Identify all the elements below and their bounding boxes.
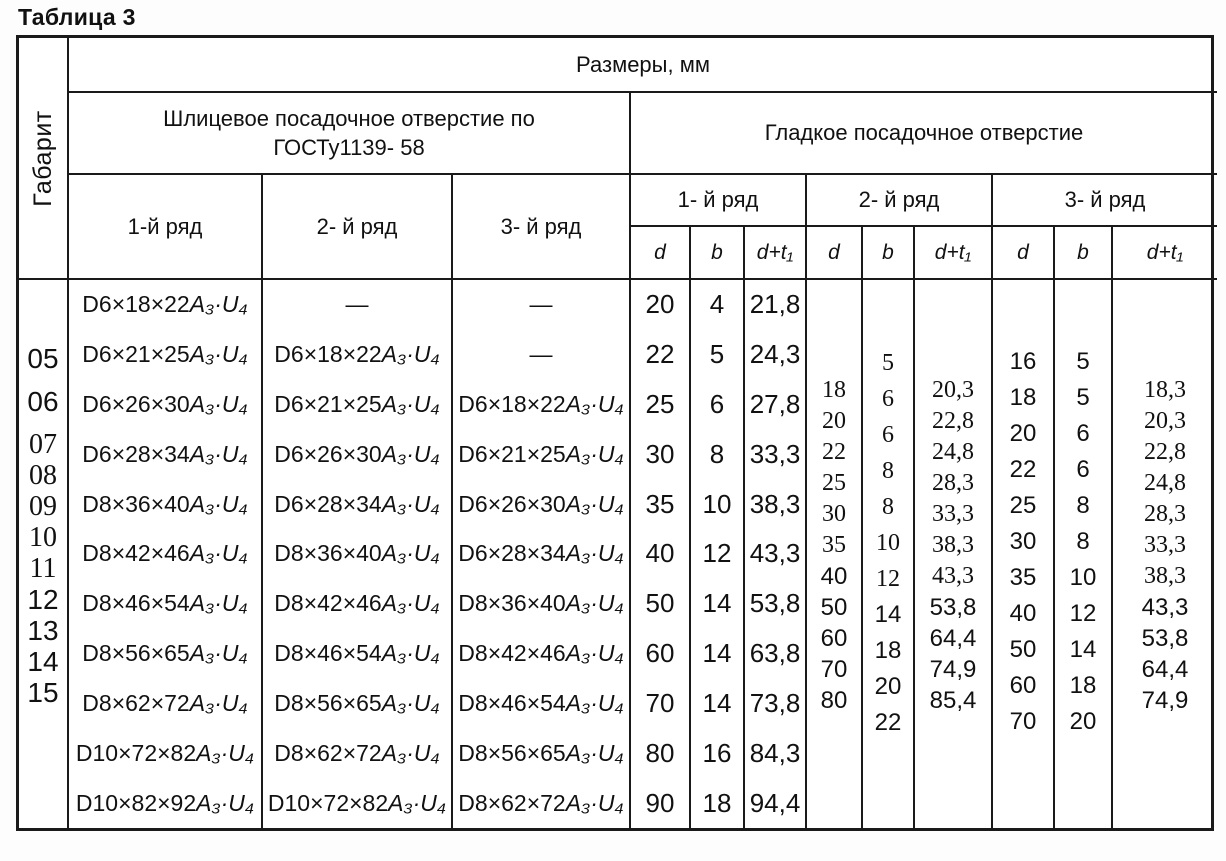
d-t1-value: 33,3 <box>749 438 801 469</box>
b-values-row1 <box>691 280 745 828</box>
subcol-header-dt1-row2: d+t₁ <box>915 227 993 280</box>
corner-header-gabarit <box>19 38 69 280</box>
b-value: 5 <box>1076 384 1090 411</box>
fit-class-suffix: A₃·U₄ <box>189 490 248 517</box>
d-t1-value: 74,9 <box>929 655 977 683</box>
fit-class-suffix: A₃·U₄ <box>381 341 440 368</box>
spline-designation: D6×28×34A₃·U₄ <box>274 490 440 517</box>
d-t1-value: 18,3 <box>1144 376 1186 403</box>
b-value: 6 <box>882 386 894 412</box>
b-value: 14 <box>702 687 732 718</box>
smooth-row-header-1: 1- й ряд <box>631 175 807 227</box>
fit-class-suffix: A₃·U₄ <box>381 689 440 716</box>
subcol-header-dt1-row3: d+t₁ <box>1113 227 1217 280</box>
spline-designation: D8×46×54A₃·U₄ <box>458 689 624 716</box>
b-value: 8 <box>882 494 894 520</box>
d-t1-value: 21,8 <box>749 289 801 320</box>
fit-class-suffix: A₃·U₄ <box>189 391 248 418</box>
b-value: 4 <box>709 289 725 320</box>
spline-designation: — <box>345 291 369 318</box>
d-t1-value: 64,4 <box>929 624 977 652</box>
b-value: 18 <box>874 637 902 664</box>
d-t1-value: 20,3 <box>1144 407 1186 434</box>
d-t1-value: 38,3 <box>1144 562 1186 589</box>
gabarit-value: 14 <box>27 645 59 677</box>
b-value: 20 <box>874 673 902 700</box>
d-value: 70 <box>1009 708 1037 735</box>
d-value: 40 <box>820 562 848 590</box>
spline-designation: D6×21×25A₃·U₄ <box>274 391 440 418</box>
d-value: 18 <box>1009 384 1037 411</box>
b-value: 5 <box>709 339 725 370</box>
spline-designation: D8×42×46A₃·U₄ <box>274 590 440 617</box>
d-t1-value: 43,3 <box>932 562 974 589</box>
spline-designation: D8×36×40A₃·U₄ <box>458 590 624 617</box>
d-value: 60 <box>645 638 675 669</box>
d-value: 70 <box>820 655 848 683</box>
d-value: 40 <box>645 538 675 569</box>
d-value: 70 <box>645 687 675 718</box>
spline-designation: D8×62×72A₃·U₄ <box>458 789 624 816</box>
spline-designation: D6×26×30A₃·U₄ <box>458 490 624 517</box>
subcol-header-b-row3: b <box>1055 227 1113 280</box>
spline-designation: D8×36×40A₃·U₄ <box>82 490 248 517</box>
d-value: 80 <box>820 686 848 714</box>
spline-designation: D8×36×40A₃·U₄ <box>274 540 440 567</box>
b-value: 12 <box>702 538 732 569</box>
spline-designation: D6×21×25A₃·U₄ <box>82 341 248 368</box>
spline-designation: D6×28×34A₃·U₄ <box>458 540 624 567</box>
spline-designation: D6×28×34A₃·U₄ <box>82 440 248 467</box>
subcol-header-d-row3: d <box>993 227 1055 280</box>
d-t1-value: 33,3 <box>932 500 974 527</box>
b-value: 6 <box>709 389 725 420</box>
gabarit-value: 13 <box>27 614 59 646</box>
d-value: 90 <box>645 787 675 818</box>
d-t1-value: 24,8 <box>932 438 974 465</box>
b-value: 22 <box>874 709 902 736</box>
fit-class-suffix: A₃·U₄ <box>189 440 248 467</box>
spline-row-header-2: 2- й ряд <box>263 175 453 280</box>
gabarit-value: 15 <box>27 676 59 708</box>
d-value: 35 <box>822 531 846 558</box>
d-t1-value: 28,3 <box>1144 500 1186 527</box>
fit-class-suffix: A₃·U₄ <box>381 440 440 467</box>
dt1-values-row2 <box>915 280 993 828</box>
spline-designation: D6×18×22A₃·U₄ <box>82 291 248 318</box>
d-value: 50 <box>820 593 848 621</box>
gabarit-value: 06 <box>27 385 59 417</box>
fit-class-suffix: A₃·U₄ <box>189 291 248 318</box>
spline-designation: D6×26×30A₃·U₄ <box>274 440 440 467</box>
d-value: 30 <box>822 500 846 527</box>
subcol-header-d-row1: d <box>631 227 691 280</box>
d-t1-value: 63,8 <box>749 638 801 669</box>
d-t1-value: 74,9 <box>1141 686 1189 714</box>
b-value: 8 <box>709 438 725 469</box>
d-t1-value: 27,8 <box>749 389 801 420</box>
spline-designation: D8×42×46A₃·U₄ <box>82 540 248 567</box>
d-t1-value: 24,3 <box>749 339 801 370</box>
d-value: 22 <box>1009 456 1037 483</box>
d-value: 30 <box>1009 528 1037 555</box>
d-t1-value: 28,3 <box>932 469 974 496</box>
gabarit-value: 05 <box>27 342 59 374</box>
d-t1-value: 64,4 <box>1141 655 1189 683</box>
d-t1-value: 38,3 <box>749 488 801 519</box>
b-value: 8 <box>882 458 894 484</box>
d-value: 35 <box>1009 564 1037 591</box>
b-value: 6 <box>1076 420 1090 447</box>
spline-designation: — <box>529 341 553 368</box>
d-value: 16 <box>1009 348 1037 375</box>
fit-class-suffix: A₃·U₄ <box>189 540 248 567</box>
b-value: 8 <box>1076 492 1090 519</box>
b-value: 14 <box>874 601 902 628</box>
spline-designations-column-1 <box>69 280 263 828</box>
d-value: 25 <box>645 389 675 420</box>
fit-class-suffix: A₃·U₄ <box>196 789 255 816</box>
d-value: 18 <box>822 376 846 403</box>
d-values-row3 <box>993 280 1055 828</box>
fit-class-suffix: A₃·U₄ <box>565 590 624 617</box>
b-value: 14 <box>1069 636 1097 663</box>
d-t1-value: 94,4 <box>749 787 801 818</box>
b-value: 18 <box>702 787 732 818</box>
d-t1-value: 85,4 <box>929 686 977 714</box>
spline-designation: D10×72×82A₃·U₄ <box>267 789 447 816</box>
b-values-row2 <box>863 280 915 828</box>
d-value: 20 <box>1009 420 1037 447</box>
fit-class-suffix: A₃·U₄ <box>565 739 624 766</box>
fit-class-suffix: A₃·U₄ <box>381 739 440 766</box>
fit-class-suffix: A₃·U₄ <box>565 540 624 567</box>
smooth-row-header-2: 2- й ряд <box>807 175 993 227</box>
b-value: 10 <box>876 530 900 556</box>
d-value: 80 <box>645 737 675 768</box>
d-t1-value: 53,8 <box>929 593 977 621</box>
d-t1-value: 24,8 <box>1144 469 1186 496</box>
gabarit-value: 11 <box>29 552 57 584</box>
subcol-header-d-row2: d <box>807 227 863 280</box>
d-value: 30 <box>645 438 675 469</box>
d-values-row2 <box>807 280 863 828</box>
d-t1-value: 84,3 <box>749 737 801 768</box>
spline-designations-column-2 <box>263 280 453 828</box>
d-value: 50 <box>645 588 675 619</box>
spline-row-header-3: 3- й ряд <box>453 175 631 280</box>
gabarit-value: 08 <box>29 459 57 491</box>
d-t1-value: 20,3 <box>932 376 974 403</box>
d-value: 25 <box>1009 492 1037 519</box>
d-value: 60 <box>1009 672 1037 699</box>
fit-class-suffix: A₃·U₄ <box>388 789 447 816</box>
fit-class-suffix: A₃·U₄ <box>189 341 248 368</box>
b-value: 6 <box>1076 456 1090 483</box>
d-value: 22 <box>822 438 846 465</box>
subcol-header-b-row1: b <box>691 227 745 280</box>
spline-designation: D6×21×25A₃·U₄ <box>458 440 624 467</box>
b-value: 5 <box>1076 348 1090 375</box>
table-caption: Таблица 3 <box>18 4 136 30</box>
b-value: 10 <box>1069 564 1097 591</box>
d-value: 25 <box>822 469 846 496</box>
gabarit-values-column <box>19 280 69 828</box>
d-t1-value: 22,8 <box>932 407 974 434</box>
subcol-header-dt1-row1: d+t₁ <box>745 227 807 280</box>
spline-designation: D6×26×30A₃·U₄ <box>82 391 248 418</box>
d-values-row1 <box>631 280 691 828</box>
spline-designation: D10×72×82A₃·U₄ <box>75 739 255 766</box>
d-t1-value: 38,3 <box>932 531 974 558</box>
d-value: 40 <box>1009 600 1037 627</box>
b-value: 6 <box>882 422 894 448</box>
spline-designation: D8×42×46A₃·U₄ <box>458 640 624 667</box>
d-t1-value: 22,8 <box>1144 438 1186 465</box>
fit-class-suffix: A₃·U₄ <box>381 640 440 667</box>
subcol-header-b-row2: b <box>863 227 915 280</box>
b-value: 8 <box>1076 528 1090 555</box>
fit-class-suffix: A₃·U₄ <box>565 789 624 816</box>
fit-class-suffix: A₃·U₄ <box>189 689 248 716</box>
header-razmery-mm: Размеры, мм <box>69 38 1217 93</box>
spline-designations-column-3 <box>453 280 631 828</box>
spline-designation: D8×56×65A₃·U₄ <box>82 640 248 667</box>
fit-class-suffix: A₃·U₄ <box>189 640 248 667</box>
b-values-row3 <box>1055 280 1113 828</box>
b-value: 14 <box>702 638 732 669</box>
d-t1-value: 43,3 <box>1141 593 1189 621</box>
d-value: 50 <box>1009 636 1037 663</box>
b-value: 10 <box>702 488 732 519</box>
d-value: 35 <box>645 488 675 519</box>
dt1-values-row3 <box>1113 280 1217 828</box>
d-value: 60 <box>820 624 848 652</box>
gabarit-value: 10 <box>29 521 57 553</box>
b-value: 14 <box>702 588 732 619</box>
fit-class-suffix: A₃·U₄ <box>565 689 624 716</box>
spline-row-header-1: 1-й ряд <box>69 175 263 280</box>
gabarit-value: 07 <box>29 428 57 460</box>
gabarit-label: Габарит <box>28 109 57 207</box>
header-spline-bore <box>69 93 631 175</box>
spline-designation: D10×82×92A₃·U₄ <box>75 789 255 816</box>
b-value: 18 <box>1069 672 1097 699</box>
spline-designation: D8×62×72A₃·U₄ <box>274 739 440 766</box>
dt1-values-row1 <box>745 280 807 828</box>
d-value: 20 <box>822 407 846 434</box>
d-t1-value: 33,3 <box>1144 531 1186 558</box>
header-spline-bore-line1: Шлицевое посадочное отверстие по <box>163 106 535 131</box>
d-t1-value: 43,3 <box>749 538 801 569</box>
d-value: 22 <box>645 339 675 370</box>
b-value: 12 <box>1069 600 1097 627</box>
spline-designation: D8×56×65A₃·U₄ <box>458 739 624 766</box>
spline-designation: — <box>529 291 553 318</box>
spline-designation: D8×62×72A₃·U₄ <box>82 689 248 716</box>
fit-class-suffix: A₃·U₄ <box>381 391 440 418</box>
b-value: 16 <box>702 737 732 768</box>
fit-class-suffix: A₃·U₄ <box>196 739 255 766</box>
spline-designation: D8×46×54A₃·U₄ <box>274 640 440 667</box>
d-value: 20 <box>645 289 675 320</box>
gabarit-value: 09 <box>29 490 57 522</box>
header-spline-bore-line2: ГОСТу1139- 58 <box>273 135 425 160</box>
fit-class-suffix: A₃·U₄ <box>565 391 624 418</box>
fit-class-suffix: A₃·U₄ <box>189 590 248 617</box>
spline-designation: D8×46×54A₃·U₄ <box>82 590 248 617</box>
d-t1-value: 73,8 <box>749 687 801 718</box>
fit-class-suffix: A₃·U₄ <box>565 440 624 467</box>
spline-designation: D6×18×22A₃·U₄ <box>274 341 440 368</box>
spline-designation: D8×56×65A₃·U₄ <box>274 689 440 716</box>
header-smooth-bore: Гладкое посадочное отверстие <box>631 93 1217 175</box>
d-t1-value: 53,8 <box>1141 624 1189 652</box>
b-value: 20 <box>1069 708 1097 735</box>
smooth-row-header-3: 3- й ряд <box>993 175 1217 227</box>
b-value: 5 <box>882 350 894 376</box>
spline-designation: D6×18×22A₃·U₄ <box>458 391 624 418</box>
fit-class-suffix: A₃·U₄ <box>381 490 440 517</box>
d-t1-value: 53,8 <box>749 588 801 619</box>
fit-class-suffix: A₃·U₄ <box>381 540 440 567</box>
fit-class-suffix: A₃·U₄ <box>565 490 624 517</box>
fit-class-suffix: A₃·U₄ <box>565 640 624 667</box>
b-value: 12 <box>876 566 900 592</box>
dimensions-table <box>16 35 1214 831</box>
gabarit-value: 12 <box>27 583 59 615</box>
fit-class-suffix: A₃·U₄ <box>381 590 440 617</box>
